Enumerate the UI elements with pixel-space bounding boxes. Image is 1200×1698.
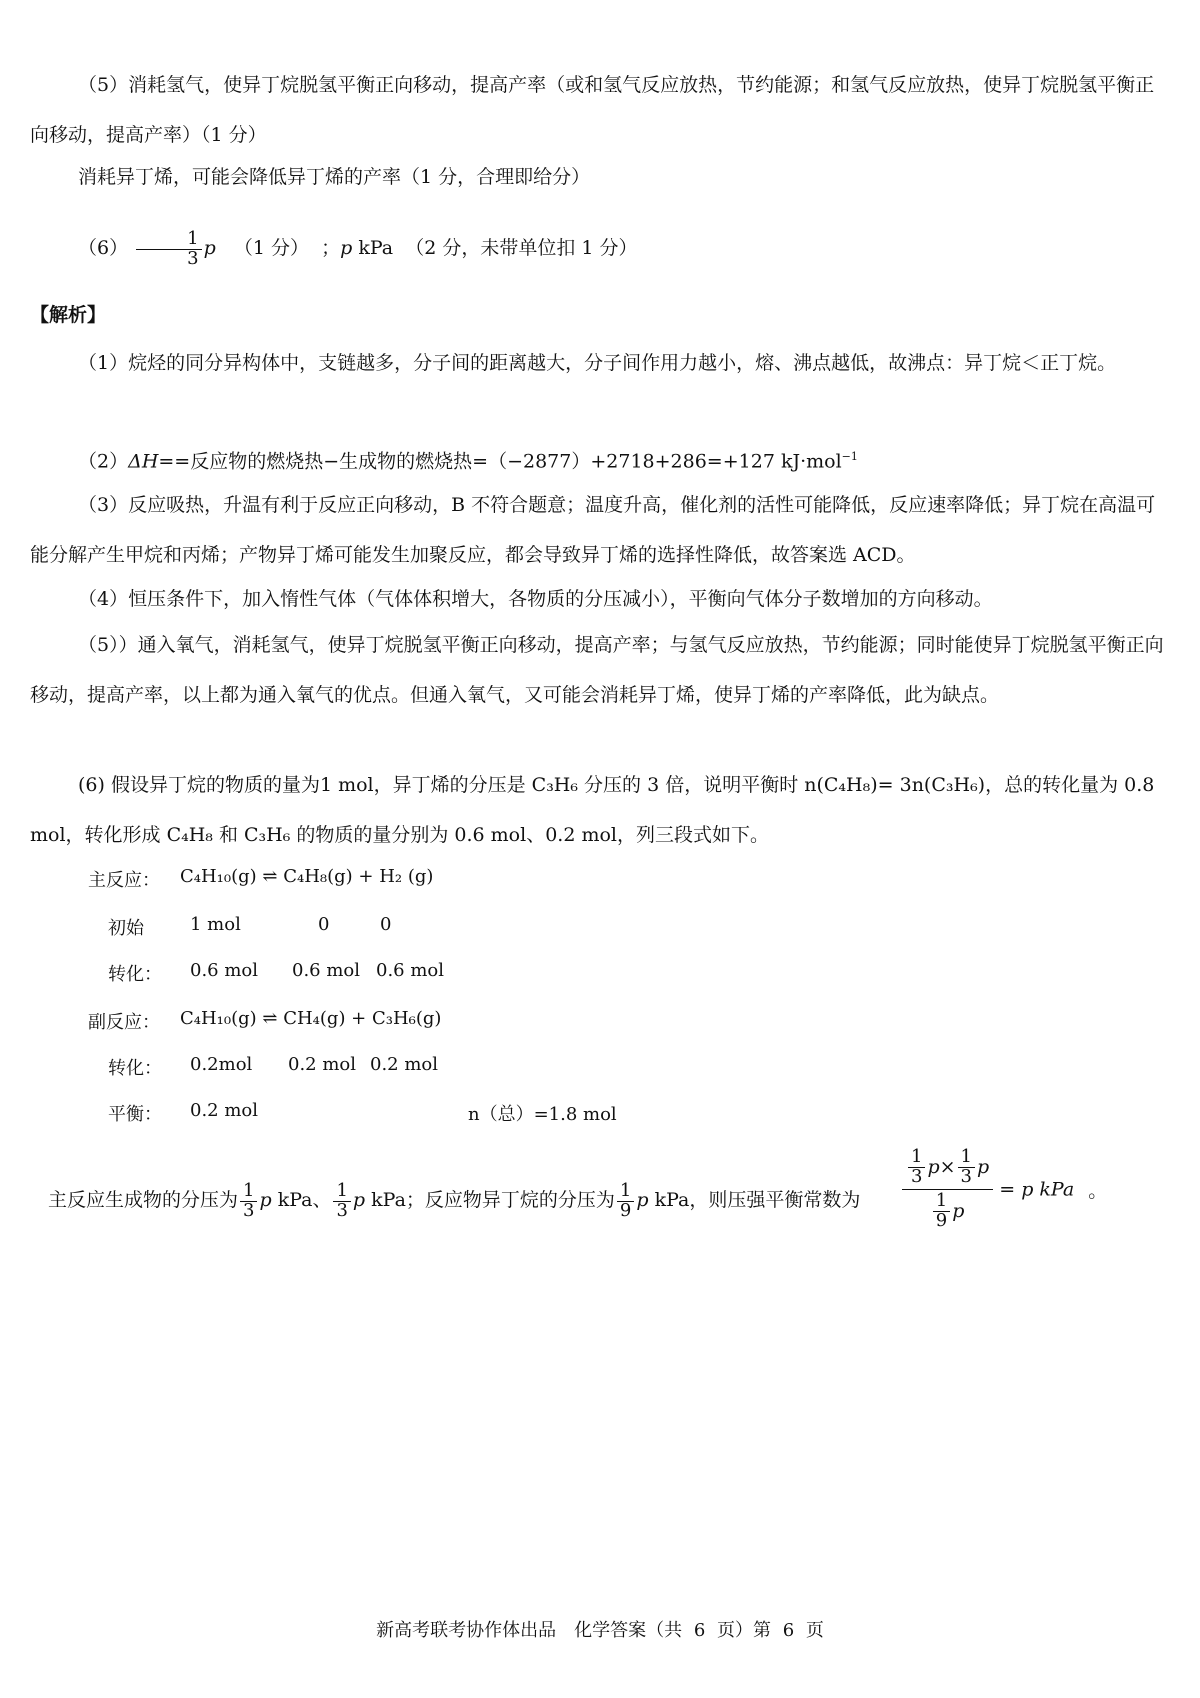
answer-5-drawback: 消耗异丁烯，可能会降低异丁烯的产率（1 分，合理即给分）	[78, 166, 591, 188]
equilibrium-label: 平衡：	[108, 1104, 162, 1125]
conversion-value: 0.2 mol	[288, 1054, 357, 1075]
conversion-value: 0.6 mol	[190, 960, 259, 981]
equilibrium-value: 0.2 mol	[190, 1100, 259, 1121]
initial-value: 1 mol	[190, 914, 241, 935]
score-1: （1 分）	[233, 237, 310, 259]
kp-value: p	[340, 237, 353, 259]
analysis-heading: 【解析】	[30, 304, 107, 326]
conversion-label: 转化：	[108, 964, 162, 985]
analysis-6: (6) 假设异丁烷的物质的量为1 mol，异丁烯的分压是 C₃H₆ 分压的 3 倍，说明平衡时 n(C₄H₈)= 3n(C₃H₆)，总的转化量为 0.8 mol，转化形成 C₄H₈ 和 C₃H₆ 的物质的量分别为 0.6 mol、0.2 mol，列三段式如下。	[30, 774, 1155, 846]
conversion-value: 0.6 mol	[376, 960, 445, 981]
main-reaction-equation: C₄H₁₀(g) ⇌ C₄H₈(g) + H₂ (g)	[180, 866, 434, 887]
kp-expression: $\frac{1}{3}$ p × $\frac{1}{3}$ p $\frac{1}{9}$ p = p kPa 。	[902, 1148, 1107, 1231]
initial-label: 初始	[108, 918, 144, 939]
answer-6	[30, 218, 1170, 278]
conversion-value: 0.2 mol	[370, 1054, 439, 1075]
analysis-1: （1）烷烃的同分异构体中，支链越多，分子间的距离越大，分子间作用力越小，熔、沸点越低，故沸点：异丁烷＜正丁烷。	[78, 352, 1117, 374]
main-reaction-label: 主反应：	[88, 870, 160, 891]
final-partial-pressures: 主反应生成物的分压为 $\frac{1}{3}$ p kPa、 $\frac{1}{3}$ p kPa；反应物异丁烷的分压为 $\frac{1}{9}$ p kPa，则压强平衡常数为	[48, 1179, 861, 1221]
conversion-label: 转化：	[108, 1058, 162, 1079]
fraction-one-third: $\frac{1}{3}$	[136, 230, 201, 269]
kp-unit: kPa	[358, 237, 394, 259]
analysis-3: （3）反应吸热，升温有利于反应正向移动，B 不符合题意；温度升高，催化剂的活性可能降低，反应速率降低；异丁烷在高温可能分解产生甲烷和丙烯；产物异丁烯可能发生加聚反应，都会导致异丁烯的选择性降低，故答案选 ACD。	[30, 494, 1156, 566]
analysis-2: （2）ΔH==反应物的燃烧热−生成物的燃烧热=（−2877）+2718+286=+127 kJ·mol$^{-1}$	[78, 450, 858, 473]
score-2: （2 分，未带单位扣 1 分）	[405, 237, 638, 259]
page-footer: 新高考联考协作体出品 化学答案（共 6 页）第 6 页	[376, 1620, 824, 1641]
initial-value: 0	[318, 914, 330, 935]
total-moles: n（总）=1.8 mol	[468, 1104, 617, 1125]
answer-6-label: （6）	[78, 237, 129, 259]
initial-value: 0	[380, 914, 392, 935]
answer-5: （5）消耗氢气，使异丁烷脱氢平衡正向移动，提高产率（或和氢气反应放热，节约能源；和氢气反应放热，使异丁烷脱氢平衡正向移动，提高产率）（1 分）	[30, 74, 1155, 146]
conversion-value: 0.6 mol	[292, 960, 361, 981]
delta-h: ΔH	[128, 450, 159, 473]
side-reaction-label: 副反应：	[88, 1012, 160, 1033]
var-p: p	[203, 237, 216, 259]
conversion-value: 0.2mol	[190, 1054, 253, 1075]
analysis-5: （5））通入氧气，消耗氢气，使异丁烷脱氢平衡正向移动，提高产率；与氢气反应放热，节约能源；同时能使异丁烷脱氢平衡正向移动，提高产率，以上都为通入氧气的优点。但通入氧气，又可能会消耗异丁烯，使异丁烯的产率降低，此为缺点。	[30, 634, 1164, 706]
analysis-4: （4）恒压条件下，加入惰性气体（气体体积增大，各物质的分压减小），平衡向气体分子数增加的方向移动。	[78, 588, 993, 610]
side-reaction-equation: C₄H₁₀(g) ⇌ CH₄(g) + C₃H₆(g)	[180, 1008, 442, 1029]
separator: ；	[321, 237, 341, 259]
